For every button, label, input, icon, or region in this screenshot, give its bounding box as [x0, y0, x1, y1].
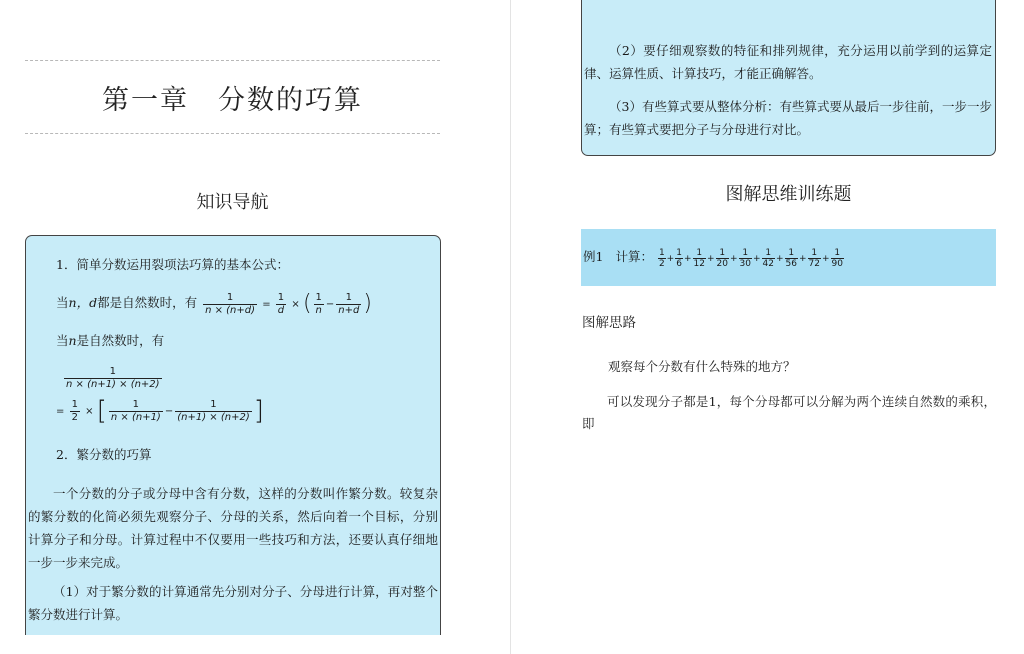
example-fraction-denominator: 42 — [762, 258, 774, 269]
example-fraction — [658, 248, 666, 269]
plus-sign: + — [775, 254, 784, 264]
example-fraction-denominator: 2 — [658, 258, 665, 269]
thinking-title: 图解思路 — [582, 315, 636, 331]
example-bar — [581, 229, 996, 286]
example-expression — [657, 247, 845, 269]
top-dashed-divider — [25, 60, 440, 61]
example-fraction-denominator: 56 — [785, 258, 797, 269]
formula2-top-fraction: $\frac{1}{n \times (n+1) \times (n+2)}$ — [66, 366, 160, 390]
paragraph-method-3: （3）有些算式要从整体分析：有些算式要从最后一步往前，一步一步算；有些算式要把分子与分母进行对比。 — [584, 99, 992, 137]
thinking-paragraph-2: 可以发现分子都是1，每个分母都可以分解为两个连续自然数的乘积，即 — [582, 394, 996, 431]
example-fraction — [739, 248, 752, 269]
plus-sign: + — [706, 254, 715, 264]
example-fraction — [675, 248, 683, 269]
example-fraction-numerator: 1 — [658, 247, 665, 258]
example-fraction-numerator: 1 — [765, 247, 772, 258]
formula2-intro: 当n是自然数时，有 — [56, 333, 165, 348]
formula1-mid: 都是自然数时，有 — [97, 295, 198, 310]
example-fraction-numerator: 1 — [676, 247, 682, 258]
formula1-vars: n，d — [68, 295, 98, 310]
example-fraction-denominator: 72 — [808, 258, 820, 269]
formula1-frac-a: $\frac{1}{n \times (n+d)}$ — [205, 291, 256, 316]
item2-title: 2．繁分数的巧算 — [56, 447, 152, 462]
plus-sign: + — [798, 254, 807, 264]
formula1-frac-d: $\frac{1}{n+d}$ — [338, 291, 360, 316]
section-title-knowledge: 知识导航 — [196, 192, 269, 213]
paragraph-complex-fractions: 一个分数的分子或分母中含有分数，这样的分数叫作繁分数。较复杂的繁分数的化简必须先观察分子、分母的关系，然后向着一个目标，分别计算分子和分母。计算过程中不仅要用一些技巧和方法，还要认真仔细地一步一步来完成。 — [28, 486, 438, 570]
chapter-title: 第一章 分数的巧算 — [102, 85, 363, 116]
example-fraction-numerator: 1 — [719, 247, 726, 258]
formula1: $\frac{1}{n \times (n+d)}$ = $\frac{1}{d}$ × ( $\frac{1}{n}$ − $\frac{1}{n+d}$ ) — [205, 291, 372, 316]
paragraph-method-1: （1）对于繁分数的计算通常先分别对分子、分母进行计算，再对整个繁分数进行计算。 — [28, 584, 438, 622]
example-fraction — [693, 248, 706, 269]
example-prompt: 计算： — [615, 249, 653, 264]
knowledge-box — [25, 235, 441, 635]
bottom-dashed-divider — [25, 133, 440, 134]
example-fraction-denominator: 30 — [739, 258, 751, 269]
formula2-expansion: = $\frac{1}{2}$ × [ $\frac{1}{n \times (n+1)}$ − $\frac{1}{(n+1) \times (n+2)}$ ] — [56, 396, 264, 426]
left-page — [0, 0, 510, 654]
example-fraction-denominator: 12 — [693, 258, 705, 269]
knowledge-box-continued — [581, 0, 996, 156]
example-fraction-denominator: 20 — [716, 258, 728, 269]
formula1-frac-c: $\frac{1}{n}$ — [315, 291, 322, 316]
example-fraction-numerator: 1 — [834, 247, 841, 258]
example-label: 例1 — [583, 249, 604, 264]
formula1-prefix: 当 — [56, 295, 69, 310]
example-fraction — [785, 248, 798, 269]
example-fraction — [831, 248, 844, 269]
section-title-training: 图解思维训练题 — [725, 184, 852, 205]
formula1-line — [56, 290, 372, 318]
example-fraction — [762, 248, 775, 269]
example-fraction-numerator: 1 — [742, 247, 749, 258]
item1-title: 1．简单分数运用裂项法巧算的基本公式： — [56, 257, 289, 272]
example-fraction-numerator: 1 — [696, 247, 703, 258]
example-fraction-numerator: 1 — [811, 247, 818, 258]
formula1-frac-b: $\frac{1}{d}$ — [277, 291, 285, 316]
example-fraction-numerator: 1 — [788, 247, 795, 258]
plus-sign: + — [821, 254, 830, 264]
plus-sign: + — [666, 254, 675, 264]
plus-sign: + — [683, 254, 692, 264]
example-fraction-denominator: 6 — [676, 258, 682, 269]
example-fraction — [716, 248, 729, 269]
plus-sign: + — [729, 254, 738, 264]
thinking-paragraph-1: 观察每个分数有什么特殊的地方？ — [608, 359, 796, 374]
plus-sign: + — [752, 254, 761, 264]
example-fraction-denominator: 90 — [831, 258, 843, 269]
example-line — [583, 246, 845, 270]
example-fraction — [808, 248, 821, 269]
paragraph-method-2: （2）要仔细观察数的特征和排列规律，充分运用以前学到的运算定律、运算性质、计算技巧，才能正确解答。 — [584, 43, 992, 81]
